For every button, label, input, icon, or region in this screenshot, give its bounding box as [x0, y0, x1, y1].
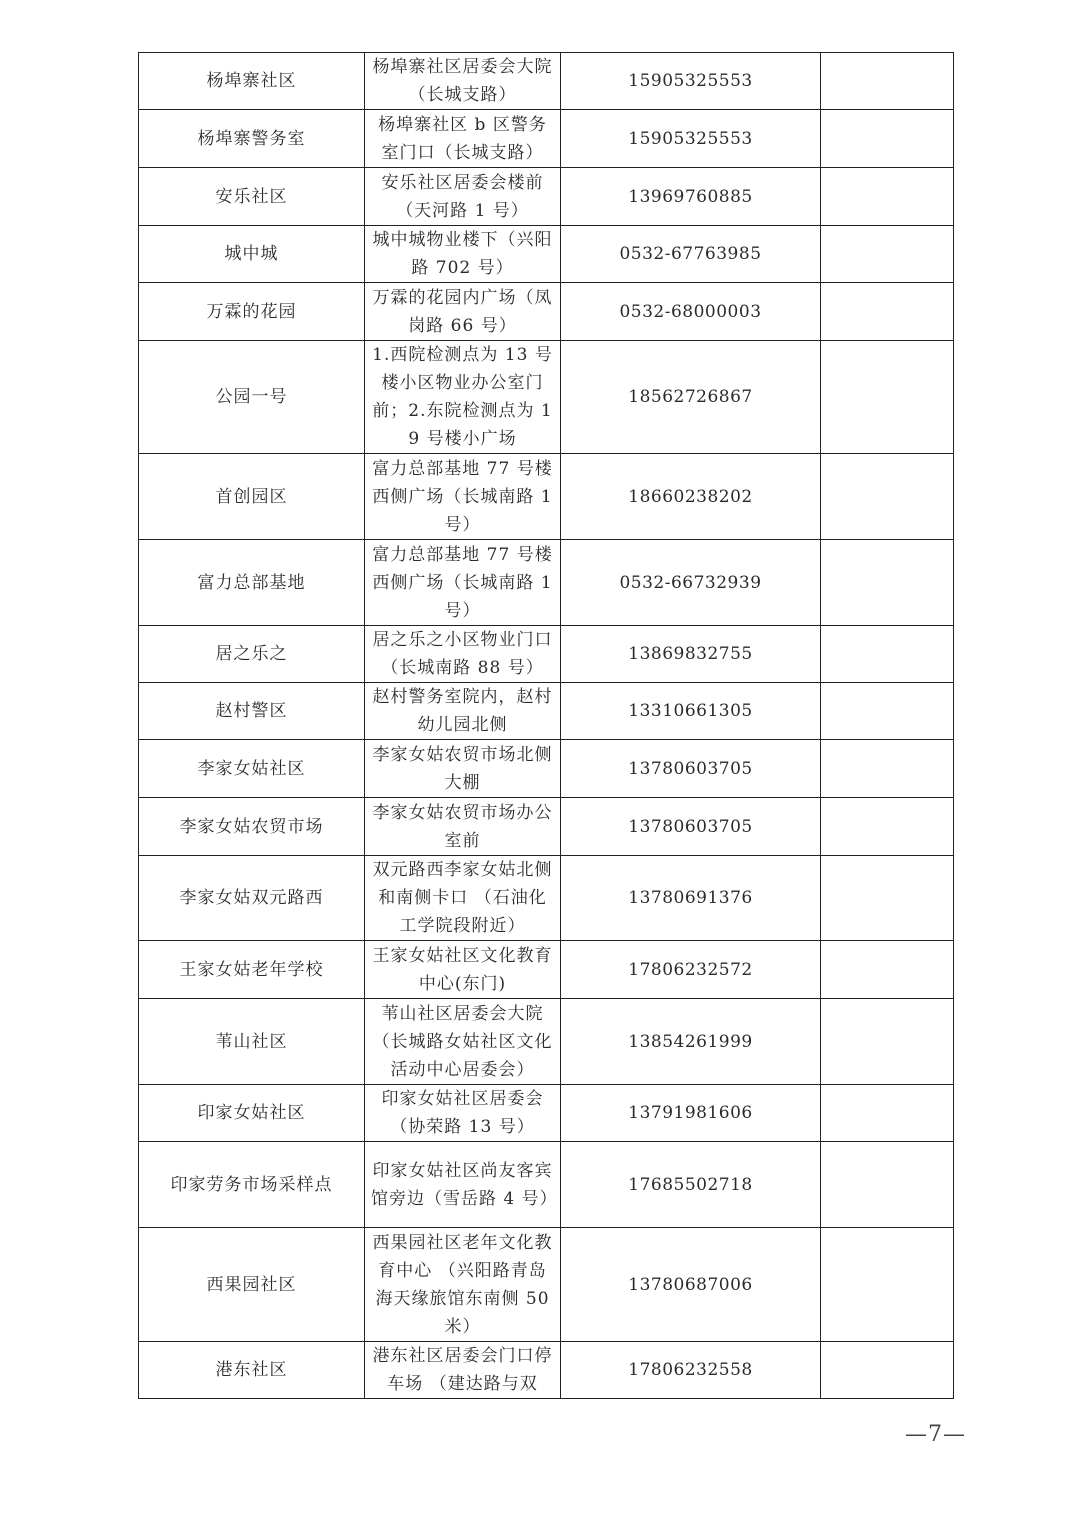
site-phone-cell: 15905325553	[561, 53, 821, 110]
table-row	[139, 626, 954, 683]
site-name-cell: 公园一号	[139, 341, 365, 454]
site-note-cell	[821, 341, 954, 454]
table-row	[139, 856, 954, 941]
table-row	[139, 226, 954, 283]
site-phone-cell: 13869832755	[561, 626, 821, 683]
site-note-cell	[821, 110, 954, 168]
site-note-cell	[821, 1342, 954, 1399]
site-phone-cell: 13780603705	[561, 798, 821, 856]
site-name-cell: 赵村警区	[139, 683, 365, 740]
site-address-cell: 苇山社区居委会大院（长城路女姑社区文化活动中心居委会）	[365, 999, 561, 1085]
table-row	[139, 1228, 954, 1342]
page-number: —7—	[905, 1422, 966, 1447]
site-address-cell: 王家女姑社区文化教育中心(东门)	[365, 941, 561, 999]
table-row	[139, 110, 954, 168]
site-note-cell	[821, 1142, 954, 1228]
table-row	[139, 999, 954, 1085]
site-note-cell	[821, 168, 954, 226]
site-address-cell: 赵村警务室院内，赵村幼儿园北侧	[365, 683, 561, 740]
site-phone-cell: 17806232558	[561, 1342, 821, 1399]
site-address-cell: 居之乐之小区物业门口（长城南路 88 号）	[365, 626, 561, 683]
site-address-cell: 李家女姑农贸市场办公室前	[365, 798, 561, 856]
table-row	[139, 1342, 954, 1399]
site-address-cell: 城中城物业楼下（兴阳路 702 号）	[365, 226, 561, 283]
site-address-cell: 安乐社区居委会楼前（天河路 1 号）	[365, 168, 561, 226]
site-note-cell	[821, 540, 954, 626]
table-row	[139, 740, 954, 798]
site-name-cell: 杨埠寨警务室	[139, 110, 365, 168]
site-address-cell: 印家女姑社区居委会（协荣路 13 号）	[365, 1085, 561, 1142]
table-row	[139, 168, 954, 226]
table-row	[139, 53, 954, 110]
site-name-cell: 李家女姑双元路西	[139, 856, 365, 941]
table-row	[139, 454, 954, 540]
site-name-cell: 李家女姑农贸市场	[139, 798, 365, 856]
site-address-cell: 1.西院检测点为 13 号楼小区物业办公室门前；2.东院检测点为 19 号楼小广场	[365, 341, 561, 454]
table-row	[139, 941, 954, 999]
site-note-cell	[821, 226, 954, 283]
site-note-cell	[821, 798, 954, 856]
site-note-cell	[821, 740, 954, 798]
site-name-cell: 居之乐之	[139, 626, 365, 683]
site-name-cell: 城中城	[139, 226, 365, 283]
site-name-cell: 首创园区	[139, 454, 365, 540]
site-phone-cell: 18660238202	[561, 454, 821, 540]
site-note-cell	[821, 999, 954, 1085]
site-name-cell: 港东社区	[139, 1342, 365, 1399]
site-note-cell	[821, 626, 954, 683]
site-phone-cell: 13791981606	[561, 1085, 821, 1142]
table-row	[139, 683, 954, 740]
site-name-cell: 印家女姑社区	[139, 1085, 365, 1142]
site-name-cell: 安乐社区	[139, 168, 365, 226]
table-row	[139, 1085, 954, 1142]
site-address-cell: 李家女姑农贸市场北侧大棚	[365, 740, 561, 798]
site-phone-cell: 15905325553	[561, 110, 821, 168]
site-phone-cell: 0532-68000003	[561, 283, 821, 341]
site-phone-cell: 13780603705	[561, 740, 821, 798]
site-address-cell: 双元路西李家女姑北侧和南侧卡口 （石油化工学院段附近）	[365, 856, 561, 941]
table-row	[139, 540, 954, 626]
site-phone-cell: 13780687006	[561, 1228, 821, 1342]
site-phone-cell: 13310661305	[561, 683, 821, 740]
site-note-cell	[821, 53, 954, 110]
site-phone-cell: 13780691376	[561, 856, 821, 941]
site-phone-cell: 13969760885	[561, 168, 821, 226]
site-note-cell	[821, 454, 954, 540]
site-phone-cell: 0532-66732939	[561, 540, 821, 626]
site-name-cell: 李家女姑社区	[139, 740, 365, 798]
site-name-cell: 万霖的花园	[139, 283, 365, 341]
table-body	[139, 53, 954, 1399]
site-name-cell: 富力总部基地	[139, 540, 365, 626]
site-address-cell: 杨埠寨社区 b 区警务室门口（长城支路）	[365, 110, 561, 168]
site-address-cell: 富力总部基地 77 号楼西侧广场（长城南路 1 号）	[365, 454, 561, 540]
site-name-cell: 西果园社区	[139, 1228, 365, 1342]
site-address-cell: 富力总部基地 77 号楼西侧广场（长城南路 1 号）	[365, 540, 561, 626]
site-phone-cell: 17685502718	[561, 1142, 821, 1228]
site-name-cell: 印家劳务市场采样点	[139, 1142, 365, 1228]
site-phone-cell: 13854261999	[561, 999, 821, 1085]
site-address-cell: 港东社区居委会门口停车场 （建达路与双	[365, 1342, 561, 1399]
site-name-cell: 苇山社区	[139, 999, 365, 1085]
site-note-cell	[821, 1228, 954, 1342]
site-address-cell: 印家女姑社区尚友客宾馆旁边（雪岳路 4 号）	[365, 1142, 561, 1228]
table-row	[139, 1142, 954, 1228]
table-row	[139, 798, 954, 856]
site-note-cell	[821, 941, 954, 999]
site-address-cell: 西果园社区老年文化教育中心 （兴阳路青岛海天缘旅馆东南侧 50 米）	[365, 1228, 561, 1342]
site-phone-cell: 0532-67763985	[561, 226, 821, 283]
table-row	[139, 283, 954, 341]
site-note-cell	[821, 683, 954, 740]
site-note-cell	[821, 856, 954, 941]
site-address-cell: 杨埠寨社区居委会大院（长城支路）	[365, 53, 561, 110]
table-row	[139, 341, 954, 454]
site-address-cell: 万霖的花园内广场（凤岗路 66 号）	[365, 283, 561, 341]
site-note-cell	[821, 1085, 954, 1142]
test-site-table	[138, 52, 954, 1399]
site-note-cell	[821, 283, 954, 341]
site-phone-cell: 17806232572	[561, 941, 821, 999]
site-name-cell: 杨埠寨社区	[139, 53, 365, 110]
site-name-cell: 王家女姑老年学校	[139, 941, 365, 999]
site-phone-cell: 18562726867	[561, 341, 821, 454]
